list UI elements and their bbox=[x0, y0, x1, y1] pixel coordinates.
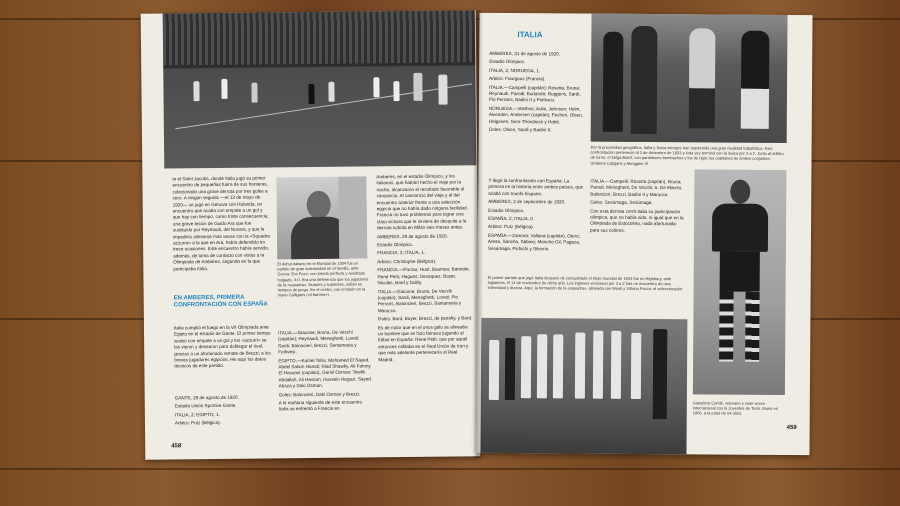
match2-score: FRANCIA, 3; ITALIA, 1. bbox=[377, 250, 426, 256]
match2-referee: Arbitro: Christophe (Bélgica). bbox=[377, 258, 437, 265]
lineup-italy-3: ITALIA.—Campelli (capitán); Rosetta, Bruna; Reynaudi, Parodi, Burlando; Ruggeris, Sardi, Pio Ferraris, Badini II y Forlivesi. bbox=[488, 84, 581, 103]
olympics-end-text: Con esta derrota cerró Italia su participación olímpica, que no había sido, ni igual que en la Olimpiada de Estocolmo, nada afortunada para sus colores. bbox=[590, 208, 684, 233]
lineup-spain: ESPAÑA.—Zamora; Vallana (capitán), Otero; Arleta, Sancho, Sabino; Moncho Gil, Pagaza, Sesúmaga, Pichichi y Silverio. bbox=[487, 232, 581, 251]
spain-match-column bbox=[488, 178, 585, 255]
match1-goals: Goles: Baloncieri, Daki Osman y Brezzi. bbox=[278, 391, 361, 397]
book-spine-shadow bbox=[473, 10, 483, 458]
match4-score: ESPAÑA, 2; ITALIA, 0. bbox=[488, 215, 535, 222]
match2-stadium: Estadio Olímpico. bbox=[377, 241, 414, 248]
match2-header: AMBERES, 29 de agosto de 1920. bbox=[376, 233, 448, 239]
lineup-france: FRANCIA.—Parrau; Huot, Bauman; Batmale, René Petit, Hugues; Devaquez, Boyer, Nicolás, Bard y Dubly. bbox=[377, 266, 470, 286]
section-heading: EN AMBERES, PRIMERA CONFRONTACIÓN CON ESPAÑA bbox=[173, 294, 268, 309]
match3-stadium: Estadio Olímpico. bbox=[489, 59, 526, 65]
match1-referee: Arbitro: Putz (Bélgica). bbox=[174, 420, 221, 426]
right-page bbox=[476, 13, 812, 455]
captains-photo bbox=[591, 14, 788, 143]
match1-details bbox=[175, 394, 273, 429]
match4-header: AMBERES, 2 de septiembre de 1920. bbox=[488, 199, 566, 205]
match3-referee: Arbitro: Fourgous (Francia). bbox=[489, 76, 546, 82]
match3-header: AMBERES, 31 de agosto de 1920. bbox=[489, 50, 561, 57]
match4-referee: Arbitro: Putz (Bélgica). bbox=[488, 224, 535, 230]
match1-lineups bbox=[278, 329, 373, 415]
page-number-right: 459 bbox=[786, 424, 797, 432]
spain-intro-text: Y llegó la confrontación con España. La primera en la historia entre ambos países, que acabó con triunfo hispano. bbox=[488, 177, 584, 197]
petit-text: Es de notar que en el once galo se alineaba un hombre que se hizo famoso jugando al fútbol en España: René Petit, que por aquel entonces militaba en el Real Unión de Irún y que más adelante pertenecería al Real Madrid. bbox=[377, 323, 469, 362]
match3-score: ITALIA, 2; NORUEGA, 1. bbox=[489, 67, 541, 74]
intro-text: te el Saint Jacobs, donde Italia jugó su primer encuentro de pequeñas fuera de sus fronteras, colecionado una grave derrota por tres goles a cero. A ningún seguido —el 13 de mayo de 1920— se jugó en Génova con Holanda, un encuentro que acaba con empate a un gol y que hay con tiempo, como triste consecuencia, una grave lesión de Guido Ara que fue sustituido por Reynaudi, del Novara, y que le impediría alinearse más veces con la «Squadra azzurra» a la que en Ara, había defendido en trece ocasiones. Este encuentro había servido, además, de toma de contacto con vistas a la Olimpiada de Amberes, segunda en la que participaba Italia. bbox=[172, 175, 270, 272]
goalkeeper-caption: Gianpiero Combi, veterano y siete veces internacional con la Juventus de Turín. Murió en 1956, a la edad de 54 años. bbox=[692, 400, 778, 417]
lineup-norway: NORUEGA.—Wathne; Aulie, Johnsen; Helm, Alvenden, Andersen (capitán); Pecheri, Olsen, Helgesen, Sem-Thorsbeck y Hobé. bbox=[488, 105, 584, 125]
match1-stadium: Estadio Unión Sportive Gante. bbox=[174, 403, 237, 409]
match3-details bbox=[489, 51, 586, 136]
captains-caption: Por la proximidad geográfica, Italia y Suiza siempre han mantenido una gran rivalidad futbolística. Este confrontación perteneció al 2 de diciembre de 1933 y ésta vez terminó con la Suiza por 3 a 2. Junto al árbitro de turno, el belga Baert, con pantalones bombachos y los de rigor, los capitanes de ambos conjuntos: Umberto Caligaris y Abegglen III. bbox=[590, 144, 784, 166]
lineup-italy-4: ITALIA.—Campelli; Rosetta (capitán), Bruna; Parodi, Meneghetti, De Vecchi; A. De Marchi, Baloncieri, Brezzi, Badini II y Marucco. bbox=[590, 178, 683, 197]
team-photo-caption: El primer partido que jugó Italia después de conquistado el título mundial de 1934 fue en Highbury, ante Inglaterra, el 14 de noviembre de dicho año. Los ingleses vencieron por 3 a 2 tras un encuentro de rara intensidad y dureza. Aquí, la formación de la «squadra», alineada con Monti y Vittorio Pozzo, el seleccionador. bbox=[487, 274, 684, 292]
lineup-italy-2: ITALIA.—Giacone; Bruna, De Vecchi (capitán); Sardi, Meneghetti, Lovati; Pio Ferraris, Baloncieri, Brezzi, Santamaria y Marucco. bbox=[377, 288, 462, 314]
olympics-text: Italia cumplió el fuego en la VII Olimpiada ante Egipto en el estadio de Gante. El primer tiempo acabó con empate a un gol y los «azzurri» se las vieron y desearon para doblegar el rival, gracias a un afortunado remate de Brezzi; a los breves jugadores egipcios. He aquí los datos técnicos de este partido. bbox=[173, 324, 271, 369]
match4-stadium: Estadio Olímpico. bbox=[488, 207, 525, 213]
page-number-left: 458 bbox=[171, 443, 182, 450]
portrait-caption: El debut italiano en el Mundial de 1934 fue un partido de gran solemnidad en el Sevilla, ante Grecia. Era Pozo, con pierda perfecta y resultado holgado, 4-0. Era una deferencia que los jugadores de la «squadra», titulares y suplentes, solían en tiempos de juego. En el centro, con el balón en la mano Calligaris («il barone»). bbox=[277, 260, 369, 298]
match4-goals: Goles: Sesúmaga, Sesúmaga. bbox=[590, 199, 653, 206]
column3 bbox=[376, 173, 473, 365]
italy-lineup-column bbox=[590, 179, 685, 237]
left-page bbox=[141, 10, 481, 459]
portrait-photo bbox=[276, 176, 367, 259]
match1-score: ITALIA, 2; EGIPTO, 1. bbox=[174, 411, 220, 418]
france-intro-text: A la mañana siguiente de este encuentro Italia se enfrentó a Francia en bbox=[278, 399, 363, 412]
lineup-egypt: EGIPTO.—Kamel Taha; Mohamed El Sayed, Abdel Salam Hamdi; Riad Shawky, Ali Fahmy El Hassani (capitán), Gamil Osman; Tewfik Abdallah, Ali Hassan, Hussein Hegazi, Sayed Abaza y Daki Osman. bbox=[278, 357, 371, 389]
section-title: ITALIA bbox=[517, 30, 543, 40]
match2-goals: Goles: Bard, Boyer, Brezzi, de penalty, y Bard. bbox=[377, 315, 473, 322]
goalkeeper-photo bbox=[693, 169, 787, 395]
france-text: Amberes, en el estadio Olímpico, y los italianos, que habían hecho el viaje por la noche, alcanzaron el resultado favorable al cansancio. Al cansancio del viaje y al del encuentro anterior frente a una selección egipcia que no había dado ninguna facilidad. Francia no tuvo problemas para lograr una clara victoria que le sirviera de desquite a la derrota sufrida en Milán seis meses antes. bbox=[376, 173, 468, 231]
match3-goals: Goles: Olsen, Sardi y Badini II. bbox=[488, 126, 552, 133]
match1-header: GANTE, 28 de agosto de 1920. bbox=[174, 394, 239, 401]
match-photo-stadium bbox=[163, 10, 477, 168]
lineup-italy-1: ITALIA.—Giacone; Bruna, De Vecchi (capitán); Reynaudi, Meneghetti, Lovati; Sardi, Baloncieri, Brezzi, Santamaria y Forlivesi. bbox=[277, 329, 360, 355]
team-photo bbox=[480, 318, 687, 454]
